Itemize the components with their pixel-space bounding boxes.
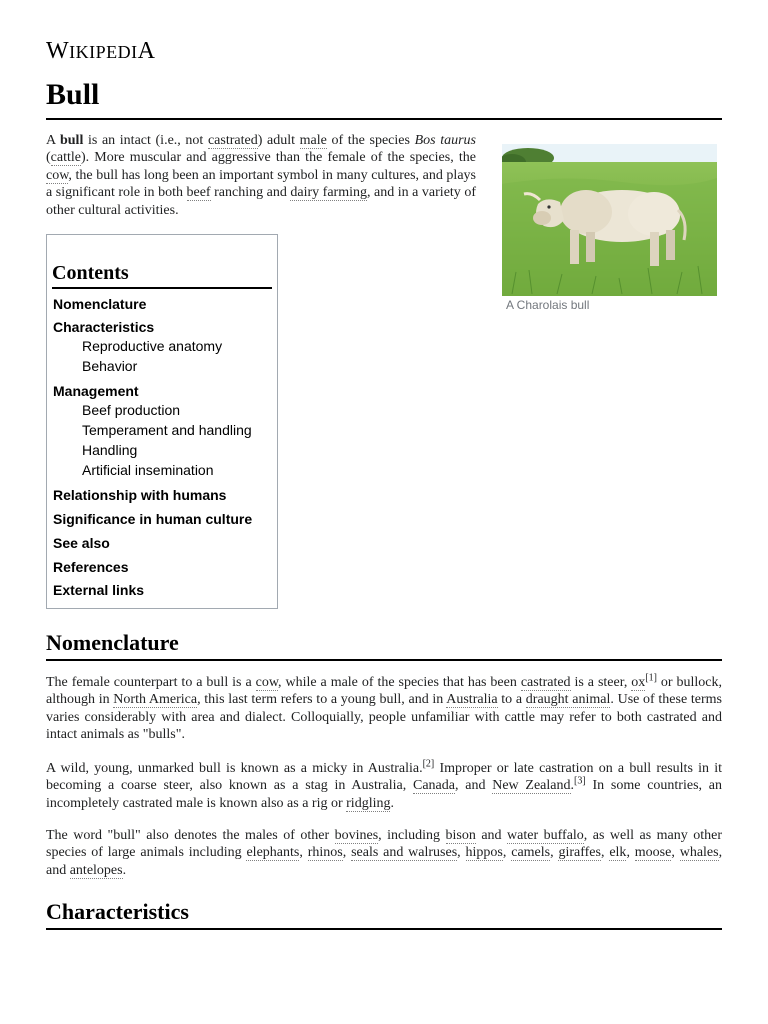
toc-item-behavior[interactable]: Behavior xyxy=(82,358,138,374)
heading-nomenclature: Nomenclature xyxy=(46,630,722,661)
citation-3[interactable]: [3] xyxy=(574,775,586,787)
link-camels[interactable]: camels xyxy=(511,845,551,861)
link-rhinos[interactable]: rhinos xyxy=(307,845,343,861)
link-antelopes[interactable]: antelopes xyxy=(69,862,123,878)
link-ridgling[interactable]: ridgling xyxy=(346,795,391,811)
toc-item-artificial-insemination[interactable]: Artificial insemination xyxy=(82,462,214,478)
nomenclature-paragraph-1: The female counterpart to a bull is a cow, while a male of the species that has been castrated is a steer, ox[1] or bullock, although in North America, this last term refers to a young bull, and in Australia to a draught animal. Use of these terms varies considerably with area and dialect. Colloquially, people unfamiliar with cattle may refer to both castrated and intact animals as "bulls". xyxy=(46,672,723,743)
link-elk[interactable]: elk xyxy=(609,845,627,861)
link-hippos[interactable]: hippos xyxy=(465,845,503,861)
link-bison[interactable]: bison xyxy=(445,828,476,843)
lead-paragraph: A bull is an intact (i.e., not castrated) adult male of the species Bos taurus (cattle). More muscular and aggressive than the female of the species, the cow, the bull has long been an important symbol in many cultures, and plays a significant role in both beef ranching and dairy farming, and in a variety of other cultural activities. xyxy=(46,133,476,218)
image-caption: A Charolais bull xyxy=(506,298,590,312)
nomenclature-paragraph-3: The word "bull" also denotes the males of other bovines, including bison and water buffalo, as well as many other species of large animals including elephants, rhinos, seals and walruses, hippos, camels, giraffes, elk, moose, whales, and antelopes. xyxy=(46,828,723,878)
link-bovines[interactable]: bovines xyxy=(334,828,379,843)
link-whales[interactable]: whales xyxy=(679,845,719,861)
link-new-zealand[interactable]: New Zealand xyxy=(492,778,571,794)
infobox-figure xyxy=(502,144,717,312)
link-castrated-2[interactable]: castrated xyxy=(520,675,571,690)
link-cattle[interactable]: cattle xyxy=(50,150,81,166)
toc-item-nomenclature[interactable]: Nomenclature xyxy=(53,296,147,312)
toc-item-external-links[interactable]: External links xyxy=(53,582,145,598)
link-elephants[interactable]: elephants xyxy=(246,845,300,861)
table-of-contents xyxy=(46,234,278,609)
heading-characteristics: Characteristics xyxy=(46,899,722,930)
link-ox[interactable]: ox xyxy=(631,675,646,690)
link-giraffes[interactable]: giraffes xyxy=(558,845,601,861)
toc-item-references[interactable]: References xyxy=(53,559,129,575)
link-seals-and-walruses[interactable]: seals and walruses xyxy=(351,845,458,861)
toc-item-characteristics[interactable]: Characteristics xyxy=(53,319,155,335)
link-castrated[interactable]: castrated xyxy=(207,133,258,148)
page-title: Bull xyxy=(46,76,722,120)
toc-item-handling[interactable]: Handling xyxy=(82,442,138,458)
link-cow[interactable]: cow xyxy=(46,167,69,183)
toc-item-management[interactable]: Management xyxy=(53,383,139,399)
link-canada[interactable]: Canada xyxy=(412,778,455,794)
link-cow-2[interactable]: cow xyxy=(255,675,279,690)
link-draught-animal[interactable]: draught animal xyxy=(525,692,611,708)
toc-title: Contents xyxy=(52,261,272,289)
species-name: Bos taurus xyxy=(414,133,476,148)
link-dairy-farming[interactable]: dairy farming xyxy=(290,185,367,201)
toc-item-significance-in-human-culture[interactable]: Significance in human culture xyxy=(53,511,253,527)
link-male[interactable]: male xyxy=(299,133,327,148)
link-water-buffalo[interactable]: water buffalo xyxy=(507,828,584,843)
toc-item-reproductive-anatomy[interactable]: Reproductive anatomy xyxy=(82,338,223,354)
link-moose[interactable]: moose xyxy=(634,845,672,861)
wordmark-initial: W xyxy=(46,38,70,64)
link-australia[interactable]: Australia xyxy=(446,692,498,708)
citation-2[interactable]: [2] xyxy=(422,758,435,770)
toc-item-beef-production[interactable]: Beef production xyxy=(82,402,181,418)
toc-item-temperament-and-handling[interactable]: Temperament and handling xyxy=(82,422,252,438)
charolais-bull-image[interactable] xyxy=(502,144,717,296)
link-north-america[interactable]: North America xyxy=(113,692,198,708)
toc-item-see-also[interactable]: See also xyxy=(53,535,110,551)
lead-bold-term: bull xyxy=(59,133,84,148)
link-beef[interactable]: beef xyxy=(186,185,211,201)
wikipedia-wordmark[interactable] xyxy=(46,38,156,65)
wordmark-rest: IKIPEDI xyxy=(69,42,138,62)
wordmark-end: A xyxy=(137,38,156,64)
nomenclature-paragraph-2: A wild, young, unmarked bull is known as a micky in Australia.[2] Improper or late castration on a bull results in it becoming a coarse steer, also known as a stag in Australia, Canada, and New Zealand.[3] In some countries, an incompletely castrated male is known also as a rig or ridgling. xyxy=(46,758,722,811)
citation-1[interactable]: [1] xyxy=(645,672,657,684)
toc-item-relationship-with-humans[interactable]: Relationship with humans xyxy=(53,487,227,503)
